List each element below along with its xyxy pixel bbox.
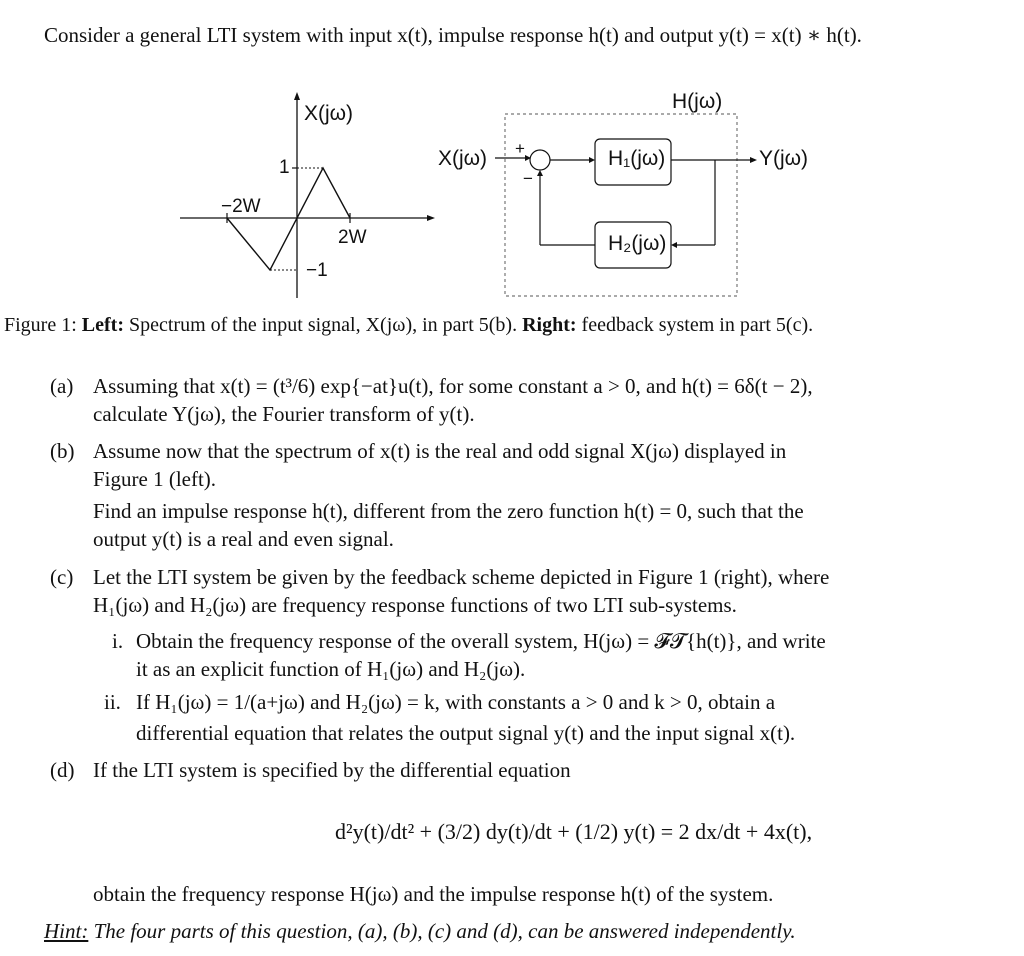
tick-label-neg2w: −2W (221, 196, 261, 217)
part-b-line1: Assume now that the spectrum of x(t) is the real and odd signal X(jω) displayed in (93, 439, 787, 463)
part-c-line1: Let the LTI system be given by the feedback scheme depicted in Figure 1 (right), where (93, 565, 830, 589)
part-a-label: (a) (50, 374, 74, 398)
feedback-diagram (495, 100, 805, 305)
differential-equation: d²y(t)/dt² + (3/2) dy(t)/dt + (1/2) y(t) = 2 dx/dt + 4x(t), (335, 819, 813, 844)
plus-sign: + (515, 139, 525, 158)
part-b-line4: output y(t) is a real and even signal. (93, 527, 394, 551)
part-b-label: (b) (50, 439, 75, 463)
part-a-line2: calculate Y(jω), the Fourier transform of y(t). (93, 402, 475, 426)
spectrum-title: X(jω) (304, 102, 354, 125)
caption-right-text: feedback system in part 5(c). (581, 314, 814, 336)
part-c-line2: H₁(jω) and H₂(jω) are frequency response functions of two LTI sub-systems. (93, 593, 737, 617)
part-a-line1: Assuming that x(t) = (t³/6) exp{−at}u(t), for some constant a > 0, and h(t) = 6δ(t − 2), (93, 374, 813, 398)
intro-paragraph: Consider a general LTI system with input x(t), impulse response h(t) and output y(t) = x(t) ∗ h(t). (44, 23, 862, 47)
output-arrow (750, 157, 757, 163)
caption-left-label: Left: (81, 314, 124, 336)
hint-label: Hint: (44, 919, 89, 943)
input-label: X(jω) (438, 147, 488, 170)
caption-right-label: Right: (522, 314, 577, 336)
part-c-i-line1: Obtain the frequency response of the overall system, H(jω) = 𝓕𝓣{h(t)}, and write (136, 629, 826, 653)
part-c-ii-line1: If H₁(jω) = 1/(a+jω) and H₂(jω) = k, with constants a > 0 and k > 0, obtain a (136, 690, 776, 714)
spectrum-curve (227, 168, 350, 270)
part-b-line3: Find an impulse response h(t), different from the zero function h(t) = 0, such that the (93, 499, 804, 523)
x-axis-arrow (427, 215, 435, 221)
forward-arrow (589, 157, 595, 163)
output-label: Y(jω) (759, 147, 809, 170)
tick-label-1: 1 (279, 157, 290, 178)
minus-sign: − (523, 169, 533, 188)
part-c-label: (c) (50, 565, 74, 589)
hint (44, 917, 796, 945)
summing-junction (530, 150, 550, 170)
block-h2-label: H₂(jω) (608, 232, 667, 255)
tick-label-2w: 2W (338, 227, 367, 248)
part-c-i-line2: it as an explicit function of H₁(jω) and H₂(jω). (136, 657, 526, 681)
hint-text: The four parts of this question, (a), (b), (c) and (d), can be answered independently. (93, 919, 796, 943)
part-c-ii-label: ii. (104, 690, 121, 714)
block-h1-label: H₁(jω) (608, 147, 666, 170)
system-title: H(jω) (672, 90, 723, 113)
caption-left-text: Spectrum of the input signal, X(jω), in part 5(b). (128, 314, 518, 336)
caption-prefix: Figure 1: (4, 314, 77, 336)
part-c-i-label: i. (112, 629, 124, 653)
tick-label-neg1: −1 (306, 260, 328, 281)
part-c-ii-line2: differential equation that relates the output signal y(t) and the input signal x(t). (136, 721, 796, 745)
part-d-label: (d) (50, 758, 75, 782)
y-axis-arrow (294, 92, 300, 100)
part-d-line2: obtain the frequency response H(jω) and the impulse response h(t) of the system. (93, 882, 774, 906)
feedback-arrow-in (671, 242, 677, 248)
part-b-line2: Figure 1 (left). (93, 467, 217, 491)
figure-caption (4, 314, 813, 337)
part-d-line1: If the LTI system is specified by the differential equation (93, 758, 571, 782)
feedback-arrow-up (537, 170, 543, 176)
